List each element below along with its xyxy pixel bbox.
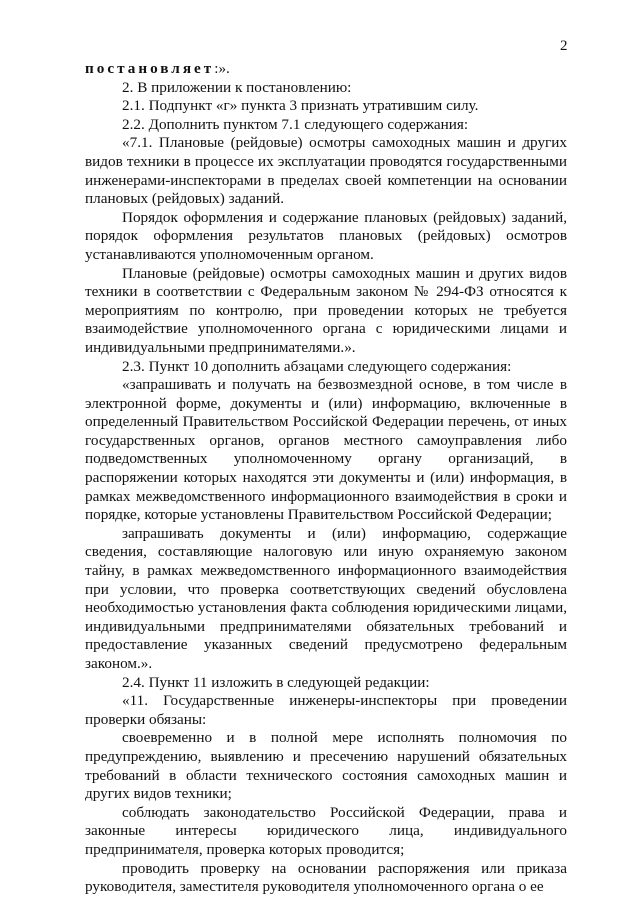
decree-line	[85, 60, 567, 79]
paragraph-duty-comply: соблюдать законодательство Российской Федерации, права и законные интересы юридического лица, индивидуального предпринимателя, проверка которых проводится;	[85, 803, 567, 858]
paragraph-raid-law: Плановые (рейдовые) осмотры самоходных машин и других видов техники в соответствии с Федеральным законом № 294-ФЗ относятся к мероприятиям по контролю, при проведении которых не требуется взаимодействие уполномоченного органа с юридическими лицами и индивидуальными предпринимателями.».	[85, 264, 567, 356]
paragraph-raid-order: Порядок оформления и содержание плановых (рейдовых) заданий, порядок оформления результатов плановых (рейдовых) осмотров устанавливаются уполномоченным органом.	[85, 208, 567, 263]
paragraph-2-3: 2.3. Пункт 10 дополнить абзацами следующего содержания:	[122, 357, 512, 375]
paragraph-request-secret: запрашивать документы и (или) информацию, содержащие сведения, составляющие налоговую или иную охраняемую законом тайну, в рамках межведомственного информационного взаимодействия при условии, что проверка соответствующих сведений обусловлена необходимостью установления факта соблюдения юридическими лицами, индивидуальными предпринимателями обязательных требований и предоставление указанных сведений предусмотрено федеральным законом.».	[85, 524, 567, 672]
paragraph-2: 2. В приложении к постановлению:	[122, 78, 352, 96]
page-number: 2	[560, 38, 568, 54]
paragraph-11: «11. Государственные инженеры-инспекторы при проведении проверки обязаны:	[85, 692, 567, 728]
paragraph-7-1: «7.1. Плановые (рейдовые) осмотры самоходных машин и других видов техники в процессе их эксплуатации проводятся государственными инженерами-инспекторами в пределах своей компетенции на основании плановых (рейдовых) заданий.	[85, 134, 567, 208]
paragraph-duty-inspect: проводить проверку на основании распоряжения или приказа руководителя, заместителя руководителя уполномоченного органа о ее	[85, 859, 567, 896]
paragraph-2-4: 2.4. Пункт 11 изложить в следующей редакции:	[122, 673, 430, 691]
paragraph-request-info: «запрашивать и получать на безвозмездной основе, в том числе в электронной форме, документы и (или) информацию, включенные в определенный Правительством Российской Федерации перечень, от иных государственных органов, органов местного самоуправления либо подведомственных уполномоченному органу организаций, в распоряжении которых находятся эти документы и (или) информация, в рамках межведомственного информационного взаимодействия в сроки и порядке, которые установлены Правительством Российской Федерации;	[85, 376, 567, 524]
paragraph-2-2: 2.2. Дополнить пунктом 7.1 следующего содержания:	[122, 115, 469, 133]
document-body	[85, 60, 567, 897]
decree-word: постановляет	[85, 60, 215, 77]
decree-tail: :».	[214, 60, 230, 77]
paragraph-2-1: 2.1. Подпункт «г» пункта 3 признать утратившим силу.	[122, 97, 479, 115]
paragraph-duty-timely: своевременно и в полной мере исполнять полномочия по предупреждению, выявлению и пресечению нарушений обязательных требований в области технического состояния самоходных машин и других видов техники;	[85, 729, 567, 803]
